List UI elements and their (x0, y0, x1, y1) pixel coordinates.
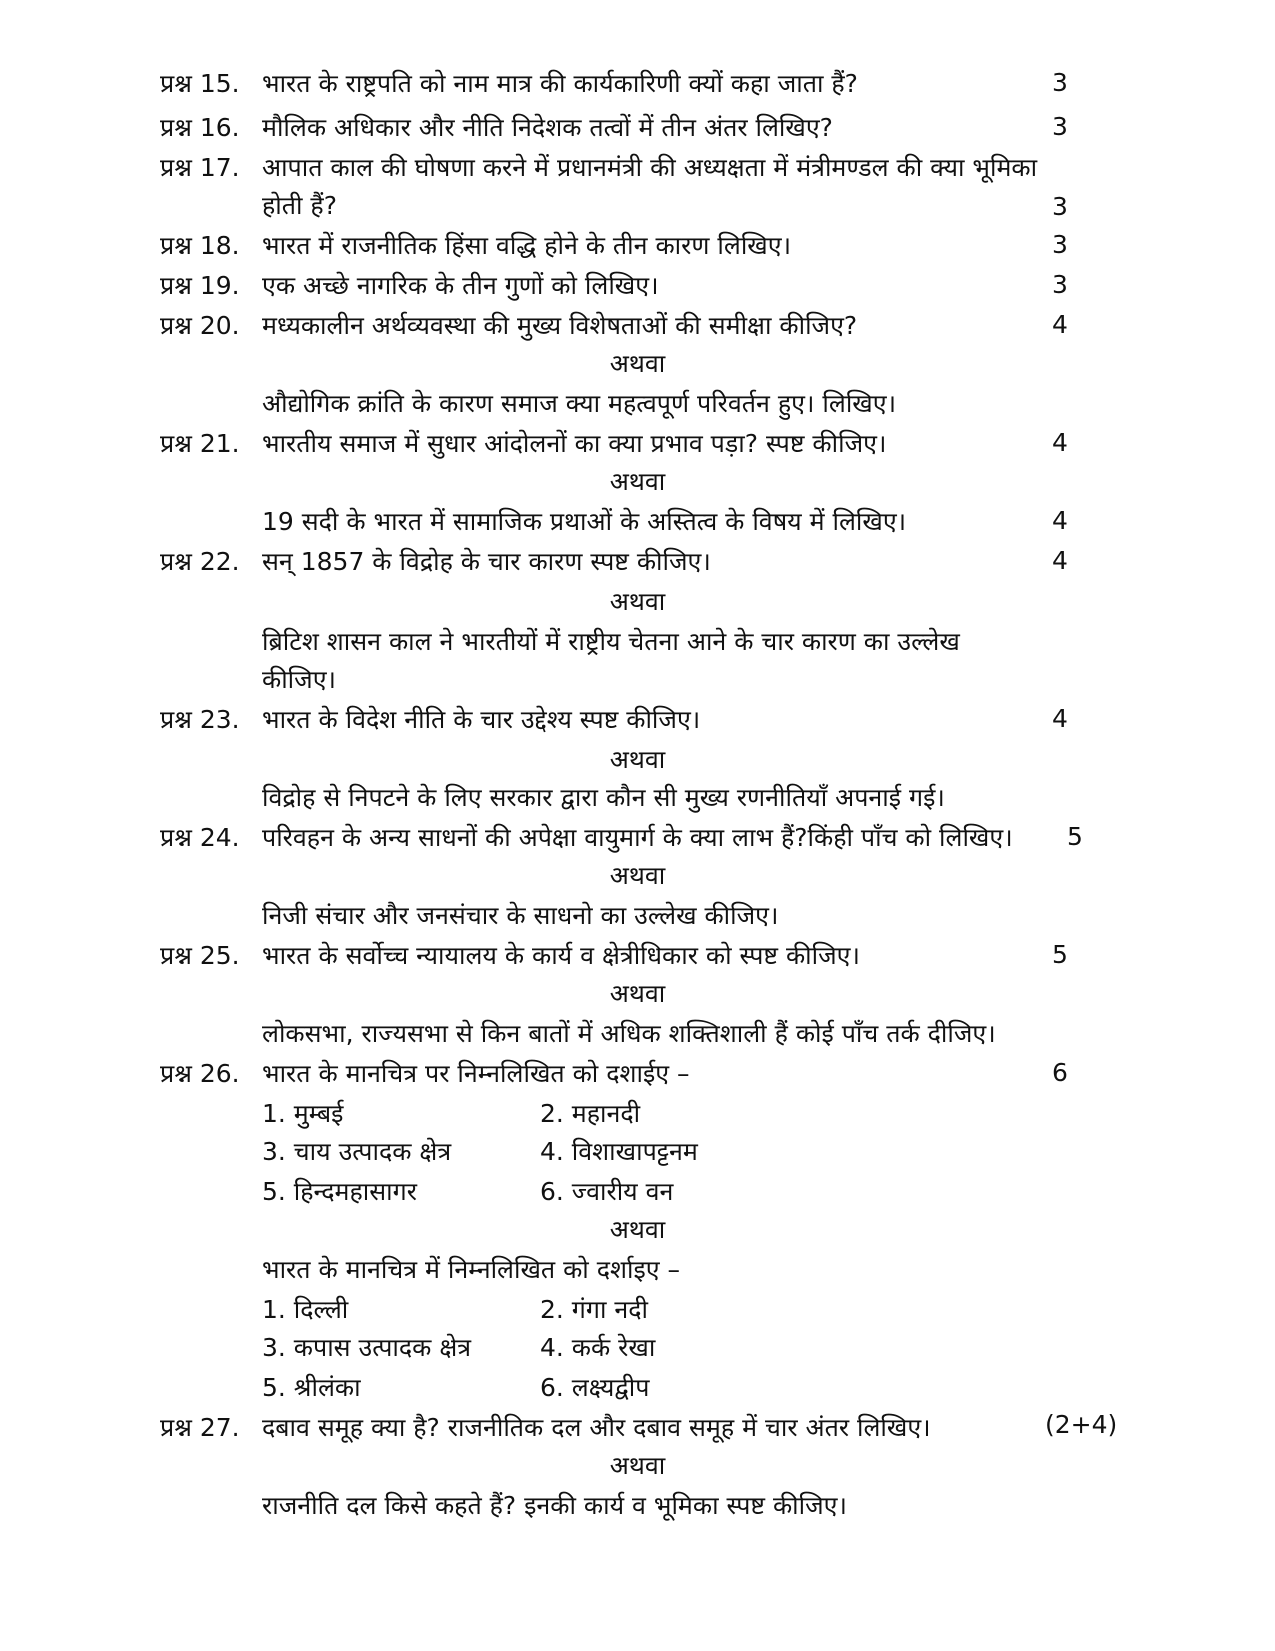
question-25-or: अथवा (609, 979, 666, 1008)
question-26-alt: भारत के मानचित्र में निम्नलिखित को दर्शाइए – (262, 1255, 681, 1284)
question-17-marks: 3 (1052, 192, 1068, 221)
question-24-or: अथवा (609, 861, 666, 890)
question-20-text: मध्यकालीन अर्थव्यवस्था की मुख्य विशेषताओं की समीक्षा कीजिए? (262, 311, 858, 340)
map-alt-item: 4. कर्क रेखा (540, 1333, 656, 1362)
question-15-marks: 3 (1052, 68, 1068, 97)
map-item: 6. ज्वारीय वन (540, 1177, 674, 1206)
question-19-text: एक अच्छे नागरिक के तीन गुणों को लिखिए। (262, 271, 659, 300)
question-21-label: प्रश्न 21. (160, 429, 240, 458)
question-23-text: भारत के विदेश नीति के चार उद्देश्य स्पष्ट कीजिए। (262, 705, 701, 734)
question-16-marks: 3 (1052, 112, 1068, 141)
question-26-or: अथवा (609, 1215, 666, 1244)
question-21-text: भारतीय समाज में सुधार आंदोलनों का क्या प्रभाव पड़ा? स्पष्ट कीजिए। (262, 429, 887, 458)
question-22-alt-line2: कीजिए। (262, 665, 337, 694)
question-22-marks: 4 (1052, 546, 1068, 575)
map-item: 1. मुम्बई (262, 1099, 344, 1128)
question-23-label: प्रश्न 23. (160, 705, 240, 734)
question-25-text: भारत के सर्वोच्च न्यायालय के कार्य व क्षेत्रीधिकार को स्पष्ट कीजिए। (262, 941, 860, 970)
question-22-alt-line1: ब्रिटिश शासन काल ने भारतीयों में राष्ट्रीय चेतना आने के चार कारण का उल्लेख (262, 627, 960, 656)
question-24-label: प्रश्न 24. (160, 823, 240, 852)
question-20-marks: 4 (1052, 310, 1068, 339)
question-22-or: अथवा (609, 587, 666, 616)
question-21-or: अथवा (609, 467, 666, 496)
question-25-alt: लोकसभा, राज्यसभा से किन बातों में अधिक शक्तिशाली हैं कोई पाँच तर्क दीजिए। (262, 1019, 996, 1048)
question-18-marks: 3 (1052, 230, 1068, 259)
question-24-marks: 5 (1067, 822, 1083, 851)
question-20-alt: औद्योगिक क्रांति के कारण समाज क्या महत्वपूर्ण परिवर्तन हुए। लिखिए। (262, 389, 897, 418)
map-alt-item: 3. कपास उत्पादक क्षेत्र (262, 1333, 472, 1362)
question-20-or: अथवा (609, 349, 666, 378)
question-25-label: प्रश्न 25. (160, 941, 240, 970)
question-17-text-line1: आपात काल की घोषणा करने में प्रधानमंत्री की अध्यक्षता में मंत्रीमण्डल की क्या भूमिका (262, 153, 1038, 182)
map-alt-item: 6. लक्ष्यद्वीप (540, 1373, 650, 1402)
question-26-marks: 6 (1052, 1058, 1068, 1087)
map-alt-item: 1. दिल्ली (262, 1295, 349, 1324)
question-27-alt: राजनीति दल किसे कहते हैं? इनकी कार्य व भूमिका स्पष्ट कीजिए। (262, 1491, 847, 1520)
question-20-label: प्रश्न 20. (160, 311, 240, 340)
question-16-text: मौलिक अधिकार और नीति निदेशक तत्वों में तीन अंतर लिखिए? (262, 113, 833, 142)
question-24-alt: निजी संचार और जनसंचार के साधनो का उल्लेख कीजिए। (262, 901, 779, 930)
question-21-alt-marks: 4 (1052, 506, 1068, 535)
map-item: 2. महानदी (540, 1099, 641, 1128)
question-19-marks: 3 (1052, 270, 1068, 299)
question-23-alt: विद्रोह से निपटने के लिए सरकार द्वारा कौन सी मुख्य रणनीतियाँ अपनाई गई। (262, 783, 945, 812)
question-27-text: दबाव समूह क्या है? राजनीतिक दल और दबाव समूह में चार अंतर लिखिए। (262, 1413, 931, 1442)
question-27-label: प्रश्न 27. (160, 1413, 240, 1442)
question-25-marks: 5 (1052, 940, 1068, 969)
question-22-text: सन् 1857 के विद्रोह के चार कारण स्पष्ट कीजिए। (262, 547, 711, 576)
question-16-label: प्रश्न 16. (160, 113, 240, 142)
question-18-label: प्रश्न 18. (160, 231, 240, 260)
map-item: 4. विशाखापट्टनम (540, 1137, 698, 1166)
map-alt-item: 5. श्रीलंका (262, 1373, 361, 1402)
map-item: 3. चाय उत्पादक क्षेत्र (262, 1137, 452, 1166)
question-21-alt: 19 सदी के भारत में सामाजिक प्रथाओं के अस्तित्व के विषय में लिखिए। (262, 507, 907, 536)
map-item: 5. हिन्दमहासागर (262, 1177, 417, 1206)
question-19-label: प्रश्न 19. (160, 271, 240, 300)
question-26-text: भारत के मानचित्र पर निम्नलिखित को दशाईए – (262, 1059, 690, 1088)
question-21-marks: 4 (1052, 428, 1068, 457)
question-26-label: प्रश्न 26. (160, 1059, 240, 1088)
question-27-or: अथवा (609, 1451, 666, 1480)
question-15-text: भारत के राष्ट्रपति को नाम मात्र की कार्यकारिणी क्यों कहा जाता हैं? (262, 69, 858, 98)
question-23-marks: 4 (1052, 704, 1068, 733)
question-18-text: भारत में राजनीतिक हिंसा वद्धि होने के तीन कारण लिखिए। (262, 231, 792, 260)
question-22-label: प्रश्न 22. (160, 547, 240, 576)
question-15-label: प्रश्न 15. (160, 69, 240, 98)
question-17-label: प्रश्न 17. (160, 153, 240, 182)
question-24-text: परिवहन के अन्य साधनों की अपेक्षा वायुमार्ग के क्या लाभ हैं?किंही पाँच को लिखिए। (262, 823, 1013, 852)
question-27-marks: (2+4) (1045, 1410, 1118, 1439)
question-23-or: अथवा (609, 745, 666, 774)
question-17-text-line2: होती हैं? (262, 191, 337, 220)
map-alt-item: 2. गंगा नदी (540, 1295, 648, 1324)
